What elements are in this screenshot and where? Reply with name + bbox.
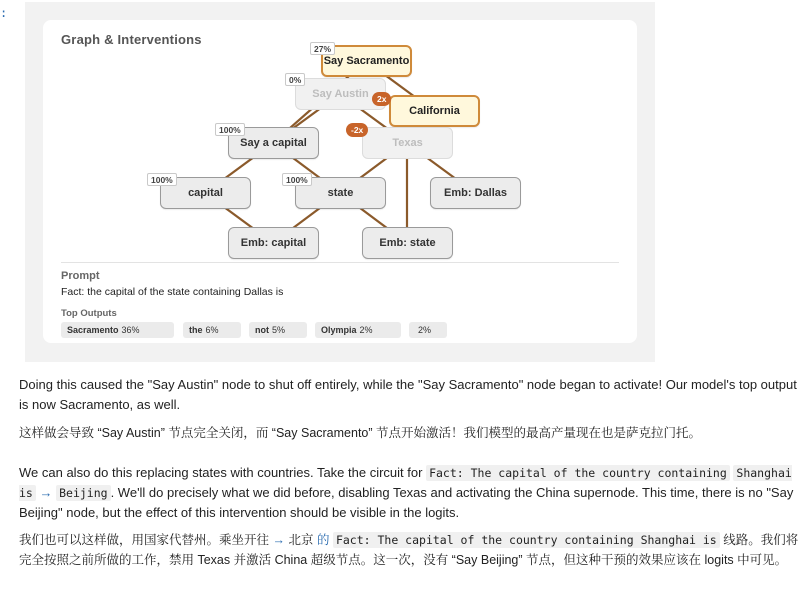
node-texas[interactable] [362,127,453,159]
text-run: 北京 [284,533,317,547]
output-pct: 6% [205,325,219,335]
node-label: Say Sacramento [323,55,410,67]
text-run: . We'll do precisely what we did before, disabling Texas and activating the China supernode. This time, there is no "Say Beijing" node, but the effect of this intervention should be visible in the logits. [19,485,794,520]
node-california[interactable] [389,95,480,127]
paragraph-result-zh: 这样做会导致 “Say Austin” 节点完全关闭，而 “Say Sacramento” 节点开始激活！我们模型的最高产量现在也是萨克拉门托。 [19,426,702,440]
output-pct: 5% [272,325,286,335]
node-emb-state[interactable] [362,227,453,259]
output-pct: 2% [359,325,373,335]
output-token: Sacramento [67,325,119,335]
node-label: capital [188,187,223,199]
output-token: the [189,325,203,335]
arrow-icon: → [272,533,285,547]
node-label: Texas [392,137,423,149]
paragraph-countries-zh [19,530,799,570]
text-run: 我们也可以这样做，用国家代替州。乘坐开往 [19,533,273,547]
activation-badge-say-sacramento: 27% [310,42,335,55]
output-pct: 2% [418,325,432,335]
inline-code: Beijing [56,485,110,501]
output-token: not [255,325,269,335]
prompt-text: Fact: the capital of the state containing Dallas is [61,286,284,298]
activation-badge-say-a-capital: 100% [215,123,245,136]
node-emb-dallas[interactable] [430,177,521,209]
top-outputs-label: Top Outputs [61,308,117,319]
left-margin-marker: : [0,6,8,20]
text-run: 线路。我们将完全按照之前所做的工作，禁用 Texas 并激活 China 超级节点。这一次，没有 “Say Beijing” 节点，但这种干预的效果应该在 logits 中可见。 [19,533,799,567]
node-label: state [327,187,354,199]
intervention-pill-texas[interactable]: -2x [346,123,368,137]
node-label: Emb: capital [240,237,307,249]
text-run: We can also do this replacing states with countries. Take the circuit for [19,465,427,480]
figure-title: Graph & Interventions [61,32,202,47]
node-label: Say Austin [312,88,369,100]
node-label: Emb: Dallas [444,187,507,199]
activation-badge-say-austin: 0% [285,73,305,86]
node-label: California [409,105,460,117]
node-emb-capital[interactable] [228,227,319,259]
output-token: Olympia [321,325,357,335]
paragraph-countries-en [19,463,799,523]
paragraph-result-en: Doing this caused the "Say Austin" node to shut off entirely, while the "Say Sacramento" node began to activate! Our model's top output is now Sacramento, as well. [19,377,797,412]
inline-code: Shanghai is [19,466,792,500]
output-pct: 36% [121,325,140,335]
activation-badge-capital: 100% [147,173,177,186]
prompt-label: Prompt [61,270,100,282]
activation-badge-state: 100% [282,173,312,186]
node-label: Emb: state [379,237,436,249]
inline-code: Fact: The capital of the country containing [426,465,730,481]
node-label: Say a capital [240,137,307,149]
text-run: 的 [316,533,330,547]
inline-code: Fact: The capital of the country containing Shanghai is [333,532,720,548]
arrow-icon: → [39,485,53,500]
intervention-pill-california[interactable]: 2x [372,92,391,106]
